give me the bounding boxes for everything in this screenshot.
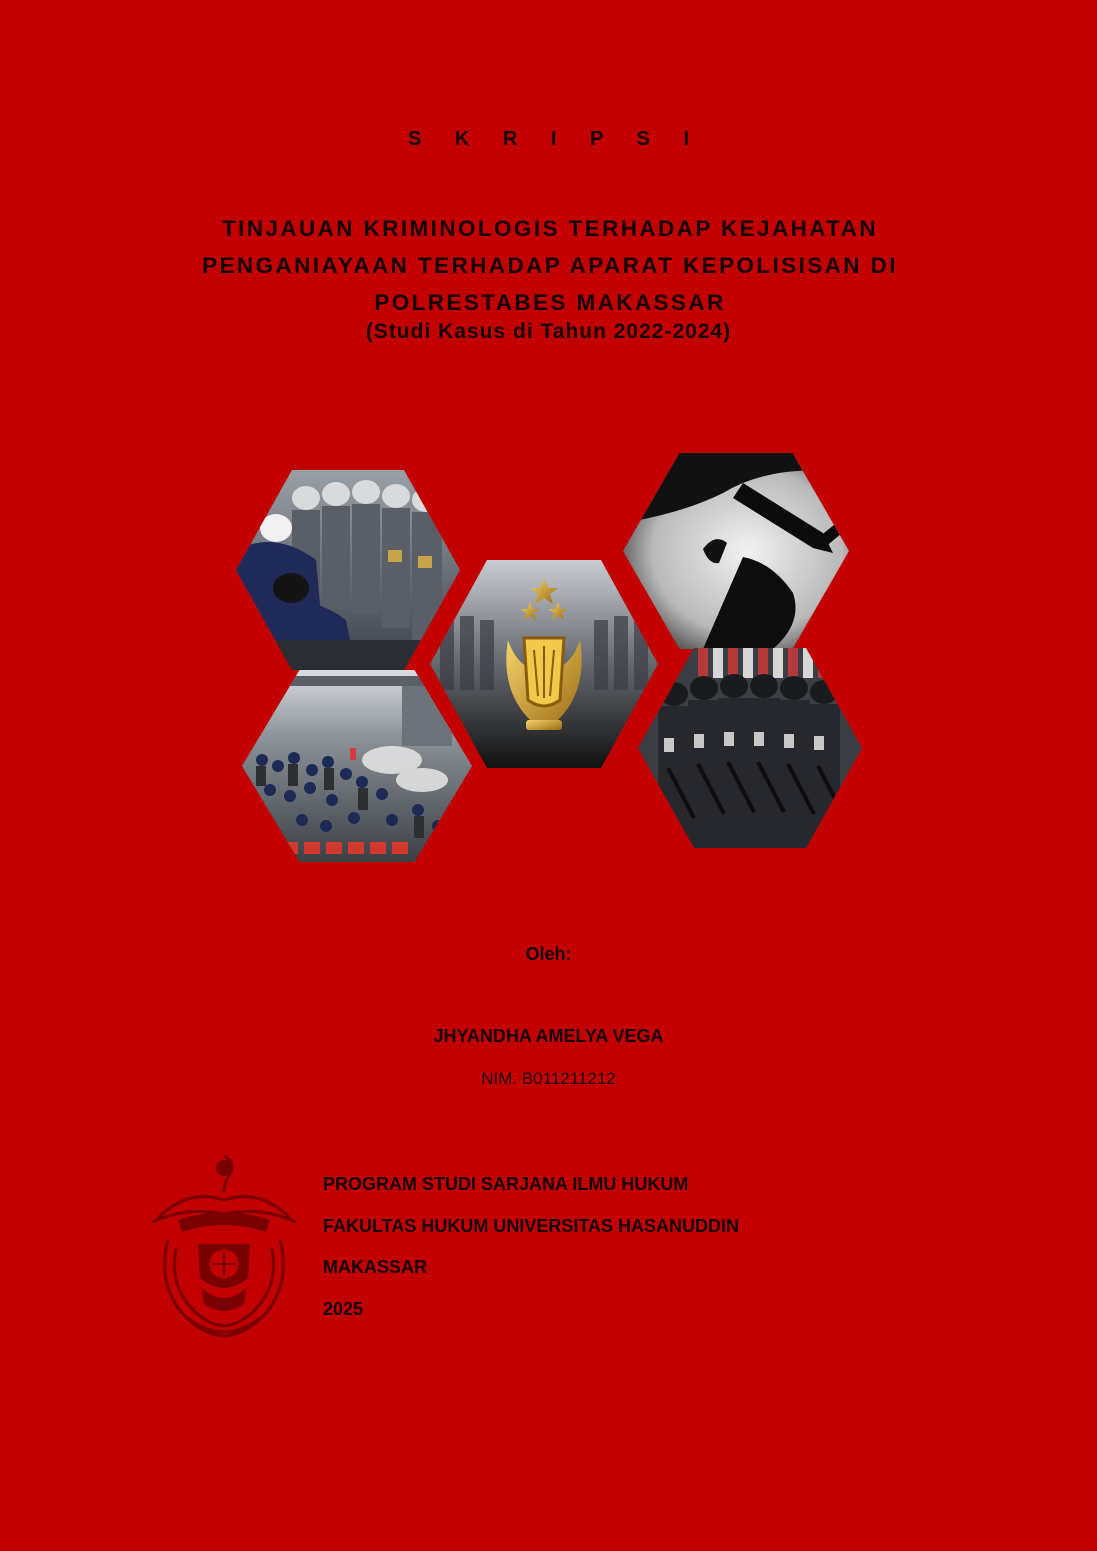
city: MAKASSAR — [323, 1257, 428, 1277]
author-label: Oleh: — [525, 944, 572, 964]
hexagon-photo-collage — [230, 450, 870, 870]
police-emblem — [430, 560, 658, 768]
violence-shadow-photo — [623, 453, 849, 649]
year: 2025 — [323, 1298, 364, 1319]
faculty: FAKULTAS HUKUM UNIVERSITAS HASANUDDIN — [323, 1215, 739, 1236]
armed-police-line-photo — [638, 648, 862, 848]
author-nim: NIM. B011211212 — [481, 1069, 616, 1088]
police-protest-photo — [236, 470, 460, 670]
study-program: PROGRAM STUDI SARJANA ILMU HUKUM — [323, 1174, 689, 1194]
title-line-3: POLRESTABES MAKASSAR — [374, 290, 726, 315]
thesis-subtitle: (Studi Kasus di Tahun 2022-2024) — [365, 320, 732, 343]
institution-block — [323, 1172, 739, 1338]
author-name: JHYANDHA AMELYA VEGA — [433, 1026, 664, 1046]
street-crowd-photo — [242, 670, 472, 862]
university-seal-logo — [148, 1148, 300, 1343]
thesis-title — [120, 210, 980, 321]
title-line-2: PENGANIAYAAN TERHADAP APARAT KEPOLISISAN DI — [202, 253, 898, 278]
title-line-1: TINJAUAN KRIMINOLOGIS TERHADAP KEJAHATAN — [221, 216, 879, 241]
document-type: S K R I P S I — [408, 128, 703, 150]
